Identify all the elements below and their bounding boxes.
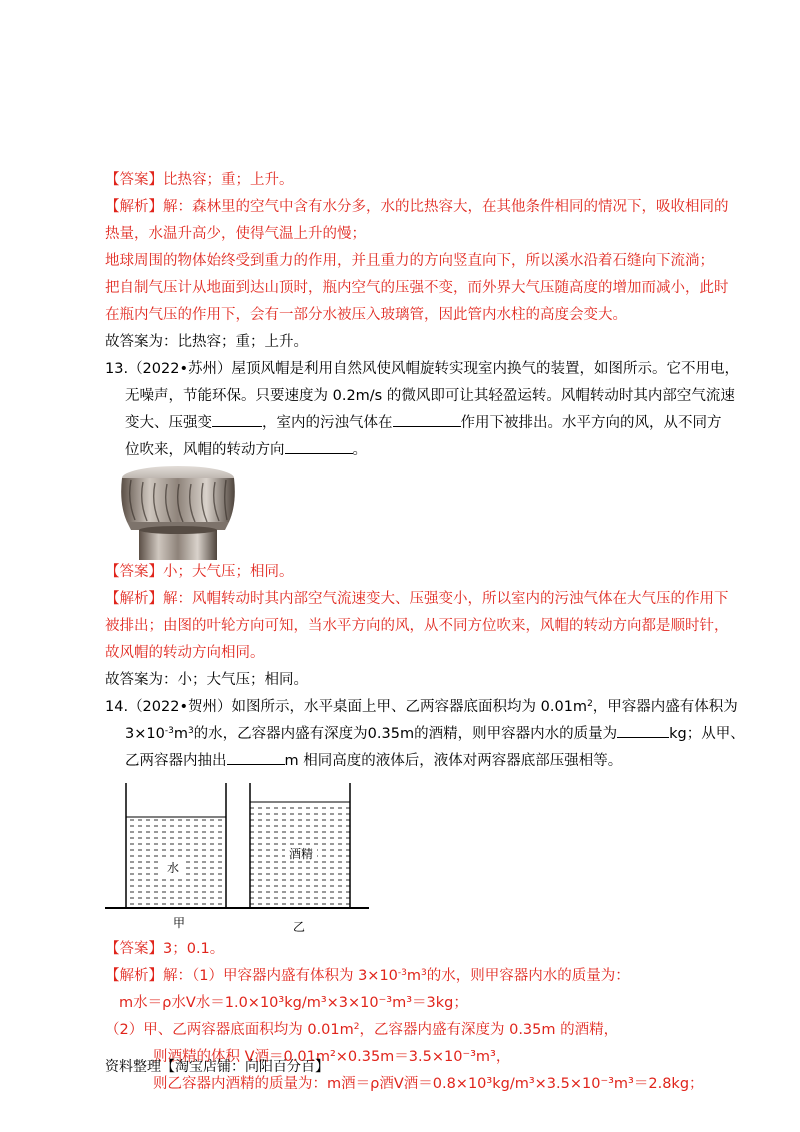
q14-analysis-line: 【解析】解：（1）甲容器内盛有体积为 $3\times 10^{-3}m^3$的水，则甲容器内水的质量为：: [105, 968, 630, 984]
answer-blank: [285, 439, 353, 454]
roof-ventilator-image: [113, 464, 717, 559]
question-source: （2022•贺州）: [128, 699, 232, 715]
q12-answer: 【答案】比热容；重；上升。: [105, 172, 294, 188]
question-source: （2022•苏州）: [128, 361, 232, 377]
answer-blank: [227, 750, 285, 765]
q14-formula: 则乙容器内酒精的质量为：m酒＝ρ酒V酒＝0.8×10³kg/m³×3.5×10⁻³m³＝2.8kg；: [153, 1076, 704, 1092]
roof-ventilator-icon: [113, 464, 243, 562]
answer-blank: [617, 723, 669, 738]
q13-analysis-line: 故风帽的转动方向相同。: [105, 645, 265, 661]
q12-analysis-line: 把自制气压计从地面到达山顶时，瓶内空气的压强不变，而外界大气压随高度的增加而减小，此时: [105, 280, 729, 296]
q13-answer: 【答案】小；大气压；相同。: [105, 564, 294, 580]
q12-analysis-line: 地球周围的物体始终受到重力的作用，并且重力的方向竖直向下，所以溪水沿着石缝向下流淌；: [105, 253, 714, 269]
q12-analysis-line: 在瓶内气压的作用下，会有一部分水被压入玻璃管，因此管内水柱的高度会变大。: [105, 307, 627, 323]
containers-diagram: [105, 781, 375, 936]
q14-stem: 14.（2022•贺州）如图所示，水平桌面上甲、乙两容器底面积均为 $0.01m^2$，甲容器内盛有体积为: [105, 699, 738, 715]
question-number: 13.: [105, 361, 129, 377]
q12-final-answer: 故答案为：比热容；重；上升。: [105, 334, 308, 350]
container-figure: [105, 781, 375, 936]
q14-stem-line: $3\times 10^{-3}m^3$的水，乙容器内盛有深度为0.35m的酒精，则甲容器内水的质量为 kg；从甲、: [105, 721, 717, 748]
q14-stem-line: 乙两容器内抽出 m 相同高度的液体后，液体对两容器底部压强相等。: [105, 748, 717, 775]
question-number: 14.: [105, 699, 129, 715]
q13-stem-line: 无噪声，节能环保。只要速度为 0.2m/s 的微风即可让其轻盈运转。风帽转动时其内部空气流速: [125, 388, 735, 404]
q14-analysis-line: （2）甲、乙两容器底面积均为 $0.01m^2$，乙容器内盛有深度为 0.35m 的酒精，: [105, 1022, 619, 1038]
q12-analysis-line: 热量，水温升高少，使得气温上升的慢；: [105, 226, 366, 242]
container-yi-label: 乙: [292, 920, 306, 934]
q13-stem-line: 位吹来，风帽的转动方向 。: [105, 437, 717, 464]
q14-answer: 【答案】3；0.1。: [105, 941, 225, 957]
q12-analysis-line: 【解析】解：森林里的空气中含有水分多，水的比热容大，在其他条件相同的情况下，吸收相同的: [105, 199, 729, 215]
q14-formula: m水＝ρ水V水＝1.0×10³kg/m³×3×10⁻³m³＝3kg；: [119, 995, 468, 1011]
answer-blank: [393, 412, 461, 427]
q13-analysis-line: 【解析】解：风帽转动时其内部空气流速变大、压强变小，所以室内的污浊气体在大气压的作用下: [105, 591, 729, 607]
container-jia-label: 甲: [172, 916, 186, 930]
answer-blank: [212, 412, 262, 427]
page-content: [105, 167, 745, 1098]
alcohol-label: 酒精: [288, 847, 314, 861]
q13-stem: 13.（2022•苏州）屋顶风帽是利用自然风使风帽旋转实现室内换气的装置，如图所示。它不用电，: [105, 361, 740, 377]
water-label: 水: [166, 861, 180, 875]
q14-formula: 则酒精的体积 V酒＝0.01m²×0.35m＝3.5×10⁻³m³，: [153, 1049, 511, 1065]
q13-stem-line: 变大、压强变 ，室内的污浊气体在 作用下被排出。水平方向的风，从不同方: [105, 410, 717, 437]
q13-final-answer: 故答案为：小；大气压；相同。: [105, 672, 308, 688]
page-footer: 资料整理【淘宝店铺：向阳百分百】: [105, 1059, 329, 1075]
q13-analysis-line: 被排出；由图的叶轮方向可知，当水平方向的风，从不同方位吹来，风帽的转动方向都是顺时针，: [105, 618, 729, 634]
